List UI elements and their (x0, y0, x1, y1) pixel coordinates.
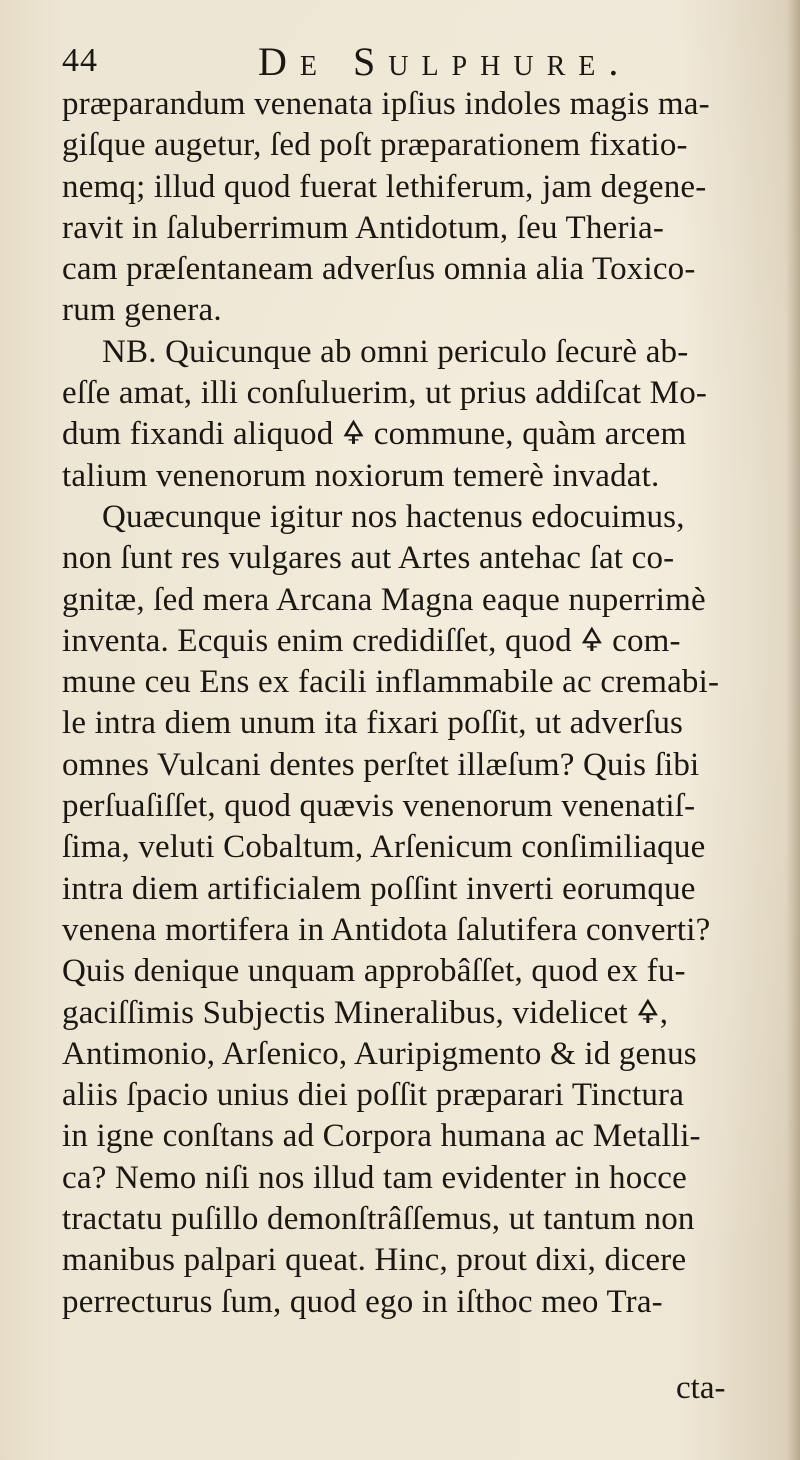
text-line: ravit in ſaluberrimum Antidotum, ſeu Theria- (62, 209, 665, 246)
text-line: intra diem artificialem poſſint inverti eorumque (62, 870, 696, 907)
text-line: talium venenorum noxiorum temerè invadat. (62, 457, 660, 494)
text-line: rum genera. (62, 292, 222, 329)
catchword: cta- (676, 1370, 726, 1406)
text-line: cam præſentaneam adverſus omnia alia Toxico- (62, 251, 696, 288)
page-number: 44 (62, 42, 98, 79)
text-line: mune ceu Ens ex facili inflammabile ac cremabi- (62, 664, 720, 701)
text-line: Quis denique unquam approbâſſet, quod ex fu- (62, 953, 686, 990)
text-line: Antimonio, Arſenico, Auripigmento & id genus (62, 1035, 697, 1072)
running-head (62, 36, 762, 86)
text-line: omnes Vulcani dentes perſtet illæſum? Quis ſibi (62, 746, 700, 783)
text-line: ſima, veluti Cobaltum, Arſenicum conſimiliaque (62, 829, 706, 866)
running-title: De Sulphure. (258, 39, 632, 84)
text-line: le intra diem unum ita fixari poſſit, ut adverſus (62, 705, 684, 742)
text-line: inventa. Ecquis enim credidiſſet, quod 🜍 com- (62, 622, 681, 659)
text-line: non ſunt res vulgares aut Artes antehac ſat co- (62, 540, 675, 577)
text-line: tractatu puſillo demonſtrâſſemus, ut tantum non (62, 1201, 695, 1238)
page-gutter-shadow (786, 0, 800, 1460)
text-line: in igne conſtans ad Corpora humana ac Metalli- (62, 1118, 701, 1155)
text-line: Quæcunque igitur nos hactenus edocuimus, (102, 498, 685, 535)
text-line: præparandum venenata ipſius indoles magis ma- (62, 86, 710, 122)
text-line: eſſe amat, illi conſuluerim, ut prius addiſcat Mo- (62, 375, 708, 412)
text-line: venena mortifera in Antidota ſalutifera converti? (62, 911, 711, 948)
text-line: gnitæ, ſed mera Arcana Magna eaque nuperrimè (62, 581, 706, 618)
text-line: nemq; illud quod fuerat lethiferum, jam degene- (62, 168, 707, 205)
text-line: dum fixandi aliquod 🜍 commune, quàm arcem (62, 416, 687, 453)
text-line: perrecturus ſum, quod ego in iſthoc meo Tra- (62, 1283, 663, 1320)
text-line: ca? Nemo niſi nos illud tam evidenter in hocce (62, 1159, 688, 1196)
text-line: gaciſſimis Subjectis Mineralibus, videlicet 🜍, (62, 994, 669, 1031)
text-line: perſuaſiſſet, quod quævis venenorum venenatiſ- (62, 788, 696, 825)
text-line: aliis ſpacio unius diei poſſit præparari Tinctura (62, 1077, 685, 1114)
text-line: giſque augetur, ſed poſt præparationem fixatio- (62, 127, 688, 164)
text-line: NB. Quicunque ab omni periculo ſecurè ab- (102, 333, 689, 370)
text-line: manibus palpari queat. Hinc, prout dixi, dicere (62, 1242, 687, 1279)
body-text (62, 84, 782, 1323)
